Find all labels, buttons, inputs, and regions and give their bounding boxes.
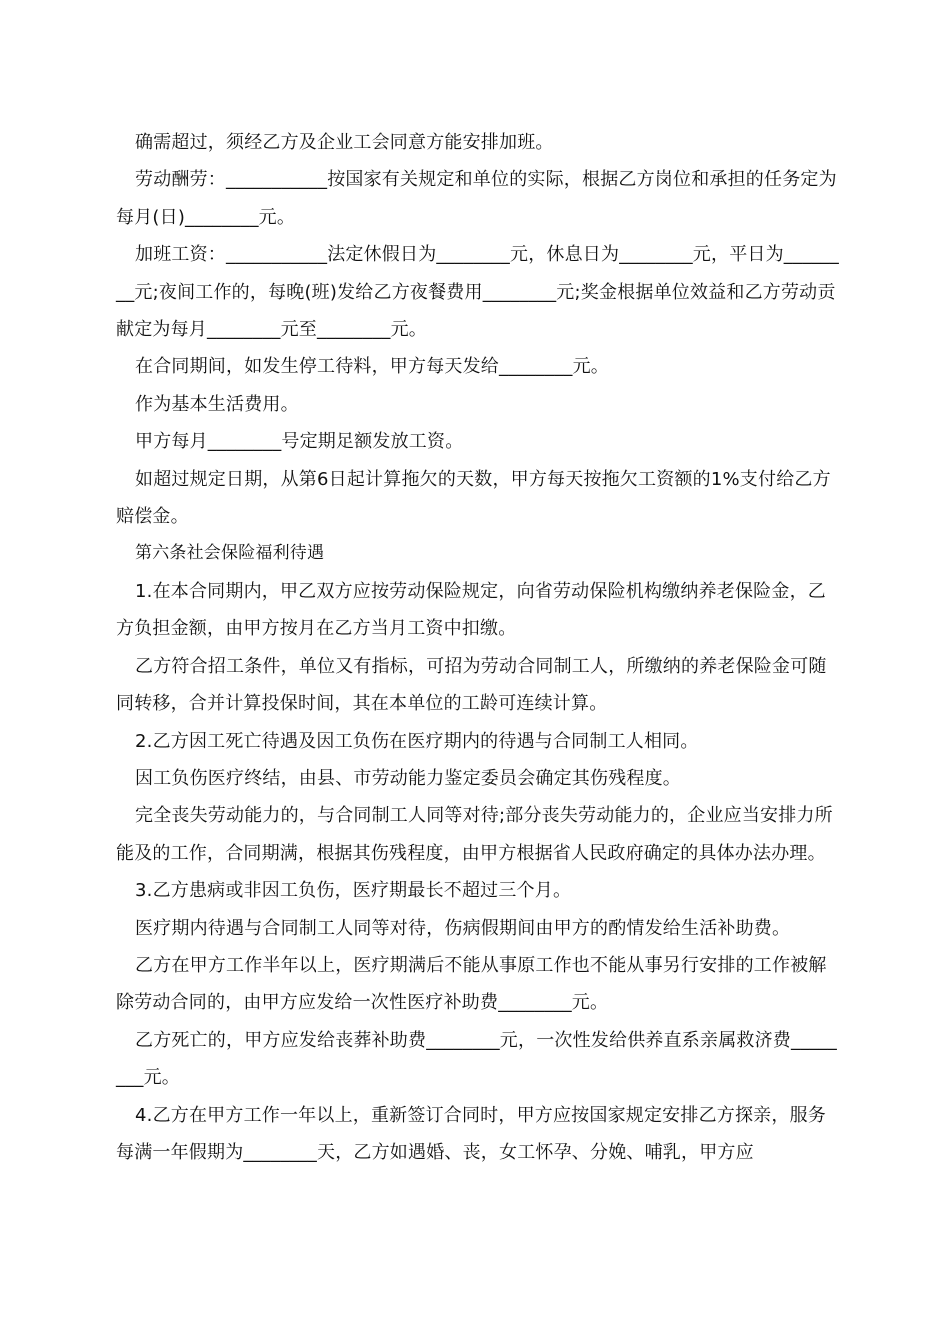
paragraph-death-benefits: 乙方死亡的，甲方应发给丧葬补助费________元，一次性发给供养直系亲属救济费________元。: [116, 1029, 837, 1089]
paragraph-medical-subsidy: 乙方在甲方工作半年以上，医疗期满后不能从事原工作也不能从事另行安排的工作被解除劳动合同的，由甲方应发给一次性医疗补助费________元。: [116, 954, 827, 1014]
paragraph-work-stoppage: 在合同期间，如发生停工待料，甲方每天发给________元。: [135, 356, 609, 378]
document-body: [116, 124, 842, 1171]
paragraph-overtime-wages: 加班工资：___________法定休假日为________元，休息日为________元，平日为________元;夜间工作的，每晚(班)发给乙方夜餐费用________元;奖金根据单位效益和乙方劳动贡献定为每月________元至________元。: [116, 244, 839, 341]
paragraph-overtime-consent: 确需超过，须经乙方及企业工会同意方能安排加班。: [135, 132, 554, 153]
paragraph-disability-treatment: 完全丧失劳动能力的，与合同制工人同等对待;部分丧失劳动能力的，企业应当安排力所能及的工作，合同期满，根据其伤残程度，由甲方根据省人民政府确定的具体办法办理。: [116, 805, 833, 864]
paragraph-recruitment-transfer: 乙方符合招工条件，单位又有指标，可招为劳动合同制工人，所缴纳的养老保险金可随同转移，合并计算投保时间，其在本单位的工龄可连续计算。: [116, 655, 827, 715]
paragraph-late-compensation: 如超过规定日期，从第6日起计算拖欠的天数，甲方每天按拖欠工资额的1%支付给乙方赔偿金。: [116, 468, 831, 528]
paragraph-payday: 甲方每月________号定期足额发放工资。: [135, 431, 464, 453]
paragraph-home-leave: 4.乙方在甲方工作一年以上，重新签订合同时，甲方应按国家规定安排乙方探亲，服务每满一年假期为________天，乙方如遇婚、丧，女工怀孕、分娩、哺乳，甲方应: [116, 1104, 826, 1163]
paragraph-sick-allowance: 医疗期内待遇与合同制工人同等对待，伤病假期间由甲方的酌情发给生活补助费。: [135, 917, 791, 939]
paragraph-pension-insurance: 1.在本合同期内，甲乙双方应按劳动保险规定，向省劳动保险机构缴纳养老保险金，乙方负担金额，由甲方按月在乙方当月工资中扣缴。: [116, 580, 826, 640]
paragraph-sick-leave: 3.乙方患病或非因工负伤，医疗期最长不超过三个月。: [135, 880, 572, 902]
paragraph-work-injury: 2.乙方因工死亡待遇及因工负伤在医疗期内的待遇与合同制工人相同。: [135, 730, 699, 752]
paragraph-disability-assessment: 因工负伤医疗终结，由县、市劳动能力鉴定委员会确定其伤残程度。: [135, 767, 681, 789]
section-heading-article-6: 第六条社会保险福利待遇: [135, 543, 325, 564]
paragraph-labor-pay: 劳动酬劳：___________按国家有关规定和单位的实际，根据乙方岗位和承担的任务定为每月(日)________元。: [116, 169, 837, 228]
paragraph-living-expense: 作为基本生活费用。: [135, 393, 299, 415]
